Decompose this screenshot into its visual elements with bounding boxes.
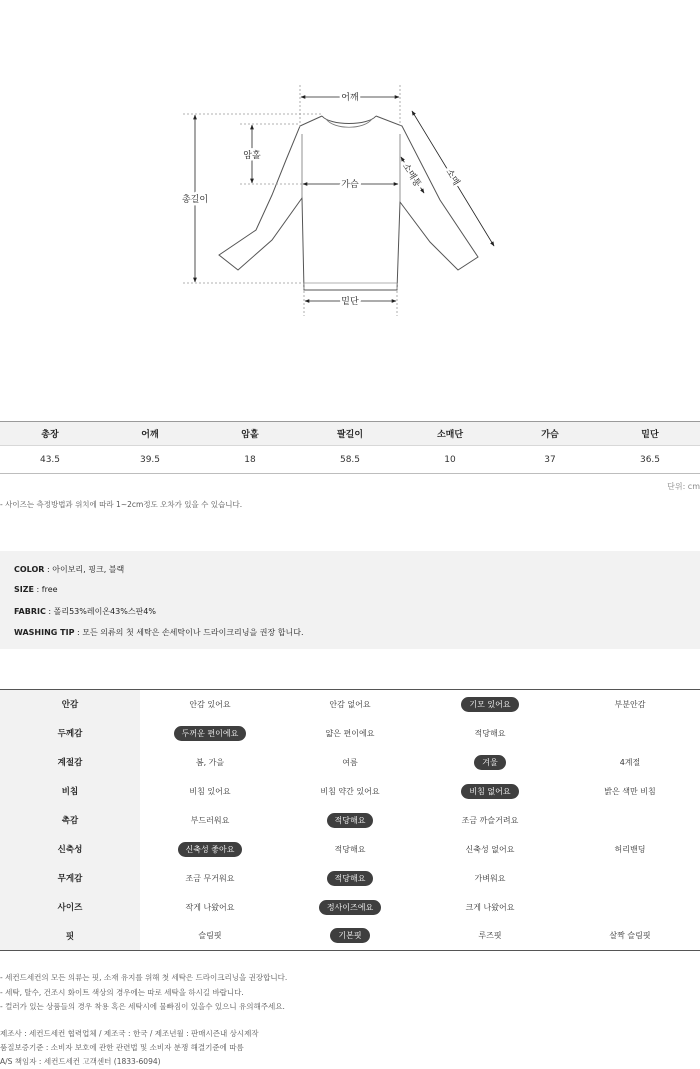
fabric-option: 4계절	[619, 757, 641, 767]
fabric-label: FABRIC	[14, 607, 46, 616]
cuff-label: 소매통	[399, 161, 423, 190]
sweater-outline	[219, 116, 478, 290]
header-armhole: 암홀	[200, 422, 300, 446]
value-cuff: 10	[400, 446, 500, 474]
armhole-label: 암홀	[243, 151, 261, 161]
fabric-option-cell	[140, 690, 280, 719]
fabric-row-label: 안감	[0, 690, 140, 719]
size-value: : free	[34, 585, 58, 594]
color-value: : 아이보리, 핑크, 블랙	[44, 565, 125, 574]
fabric-option-cell	[560, 806, 700, 835]
fabric-option: 허리밴딩	[614, 844, 646, 854]
size-table	[0, 421, 700, 474]
size-diagram	[0, 0, 700, 330]
fabric-option-cell	[140, 922, 280, 951]
fabric-row	[0, 922, 700, 951]
fabric-option: 여름	[342, 757, 358, 767]
color-info	[14, 564, 124, 575]
fabric-option: 조금 무거워요	[185, 873, 235, 883]
fabric-option-selected: 적당해요	[327, 871, 374, 886]
neckline	[322, 116, 376, 124]
fabric-option-cell	[420, 719, 560, 748]
maker-info: 제조사 : 세컨드세컨 협력업체 / 제조국 : 한국 / 제조년월 : 판매시즌내 상시제작	[0, 1029, 259, 1038]
fabric-option: 조금 까슬거려요	[461, 815, 519, 825]
fabric-option: 작게 나왔어요	[185, 902, 235, 912]
fabric-option-cell	[560, 748, 700, 777]
fabric-option-cell	[560, 922, 700, 951]
header-arm-length: 팔길이	[300, 422, 400, 446]
header-hem: 밑단	[600, 422, 700, 446]
hem-label: 밑단	[341, 297, 359, 307]
size-table-header	[0, 422, 700, 446]
fabric-row-label: 두께감	[0, 719, 140, 748]
fabric-row-label: 사이즈	[0, 893, 140, 922]
fabric-option: 봄, 가을	[195, 757, 225, 767]
fabric-option: 크게 나왔어요	[465, 902, 515, 912]
fabric-option: 루즈핏	[478, 931, 502, 941]
warranty-info: 품질보증기준 : 소비자 보호에 관한 관련법 및 소비자 분쟁 해결기준에 따름	[0, 1043, 244, 1052]
value-arm-length: 58.5	[300, 446, 400, 474]
fabric-option-cell	[560, 777, 700, 806]
fabric-option-cell	[560, 835, 700, 864]
chest-label: 가슴	[341, 180, 359, 190]
fabric-row	[0, 748, 700, 777]
fabric-option-cell	[140, 777, 280, 806]
fabric-option-cell	[420, 748, 560, 777]
fabric-option-cell	[280, 748, 420, 777]
product-info-box	[0, 551, 700, 649]
header-shoulder: 어깨	[100, 422, 200, 446]
fabric-row-label: 핏	[0, 922, 140, 951]
size-label: SIZE	[14, 585, 35, 594]
value-armhole: 18	[200, 446, 300, 474]
size-info	[14, 585, 58, 594]
fabric-row	[0, 835, 700, 864]
fabric-option-cell	[280, 806, 420, 835]
fabric-row	[0, 893, 700, 922]
value-chest: 37	[500, 446, 600, 474]
fabric-option-cell	[420, 922, 560, 951]
fabric-option: 안감 있어요	[189, 699, 231, 709]
fabric-row-label: 비침	[0, 777, 140, 806]
fabric-row	[0, 806, 700, 835]
fabric-row-label: 신축성	[0, 835, 140, 864]
fabric-option-cell	[560, 864, 700, 893]
fabric-option-cell	[420, 690, 560, 719]
fabric-option-cell	[560, 690, 700, 719]
fabric-option-cell	[140, 806, 280, 835]
value-total-length: 43.5	[0, 446, 100, 474]
fabric-info	[14, 606, 156, 617]
fabric-option-selected: 두꺼운 편이에요	[174, 726, 247, 741]
fabric-option: 적당해요	[474, 728, 506, 738]
fabric-option: 얇은 편이에요	[325, 728, 375, 738]
care-note-1: - 세컨드세컨의 모든 의류는 핏, 소재 유지를 위해 첫 세탁은 드라이크리닝을 권장합니다.	[0, 973, 288, 982]
header-chest: 가슴	[500, 422, 600, 446]
unit-note: 단위: cm	[667, 482, 700, 491]
fabric-option-cell	[140, 893, 280, 922]
fabric-option: 신축성 없어요	[465, 844, 515, 854]
guide-lines	[183, 85, 400, 316]
fabric-option-selected: 비침 없어요	[461, 784, 518, 799]
fabric-option-cell	[280, 777, 420, 806]
care-note-3: - 컬러가 있는 상품들의 경우 착용 혹은 세탁시에 물빠짐이 있을수 있으니 유의해주세요.	[0, 1002, 285, 1011]
care-note-2: - 세탁, 탈수, 건조시 화이트 색상의 경우에는 따로 세탁을 하시길 바랍니다.	[0, 988, 244, 997]
fabric-row-label: 무게감	[0, 864, 140, 893]
fabric-option: 밝은 색만 비침	[604, 786, 656, 796]
fabric-option-cell	[280, 690, 420, 719]
fabric-option: 가벼워요	[474, 873, 506, 883]
color-label: COLOR	[14, 565, 45, 574]
fabric-option: 비침 있어요	[189, 786, 231, 796]
fabric-option-cell	[140, 748, 280, 777]
fabric-option-cell	[280, 922, 420, 951]
fabric-option-selected: 기모 있어요	[461, 697, 518, 712]
fabric-value: : 폴리53%레이온43%스판4%	[45, 607, 156, 616]
value-shoulder: 39.5	[100, 446, 200, 474]
fabric-option-cell	[140, 864, 280, 893]
fabric-option: 부분안감	[614, 699, 646, 709]
sleeve-label: 소매	[443, 167, 461, 188]
washing-info	[14, 627, 304, 638]
shoulder-label: 어깨	[341, 93, 359, 103]
fabric-option-cell	[280, 893, 420, 922]
fabric-option: 안감 없어요	[329, 699, 371, 709]
total-length-label: 총길이	[181, 195, 209, 205]
fabric-option-cell	[140, 835, 280, 864]
fabric-row	[0, 690, 700, 719]
fabric-option-cell	[280, 719, 420, 748]
washing-value: : 모든 의류의 첫 세탁은 손세탁이나 드라이크리닝을 권장 합니다.	[74, 628, 304, 637]
size-table-row	[0, 446, 700, 474]
fabric-option-cell	[420, 806, 560, 835]
fabric-option-cell	[420, 864, 560, 893]
fabric-option-cell	[420, 777, 560, 806]
fabric-option-selected: 신축성 좋아요	[178, 842, 243, 857]
fabric-row	[0, 864, 700, 893]
fabric-option: 부드러워요	[190, 815, 230, 825]
fabric-option: 살짝 슬림핏	[609, 931, 651, 941]
as-contact: A/S 책임자 : 세컨드세컨 고객센터 (1833-6094)	[0, 1057, 161, 1066]
fabric-option: 비침 약간 있어요	[320, 786, 380, 796]
washing-label: WASHING TIP	[14, 628, 75, 637]
fabric-option-cell	[420, 893, 560, 922]
fabric-option-cell	[560, 893, 700, 922]
fabric-option-cell	[280, 864, 420, 893]
fabric-option-cell	[420, 835, 560, 864]
fabric-option-selected: 기본핏	[330, 928, 369, 943]
fabric-row-label: 촉감	[0, 806, 140, 835]
fabric-option-cell	[560, 719, 700, 748]
fabric-table	[0, 689, 700, 951]
fabric-option-cell	[140, 719, 280, 748]
header-cuff: 소매단	[400, 422, 500, 446]
fabric-row-label: 계절감	[0, 748, 140, 777]
fabric-option-selected: 적당해요	[327, 813, 374, 828]
fabric-row	[0, 719, 700, 748]
fabric-option-selected: 정사이즈에요	[319, 900, 381, 915]
header-total-length: 총장	[0, 422, 100, 446]
fabric-option-selected: 겨울	[474, 755, 505, 770]
fabric-option: 슬림핏	[198, 931, 222, 941]
fabric-option: 적당해요	[334, 844, 366, 854]
size-note: - 사이즈는 측정방법과 위치에 따라 1~2cm정도 오차가 있을 수 있습니다.	[0, 500, 243, 509]
fabric-row	[0, 777, 700, 806]
value-hem: 36.5	[600, 446, 700, 474]
fabric-option-cell	[280, 835, 420, 864]
